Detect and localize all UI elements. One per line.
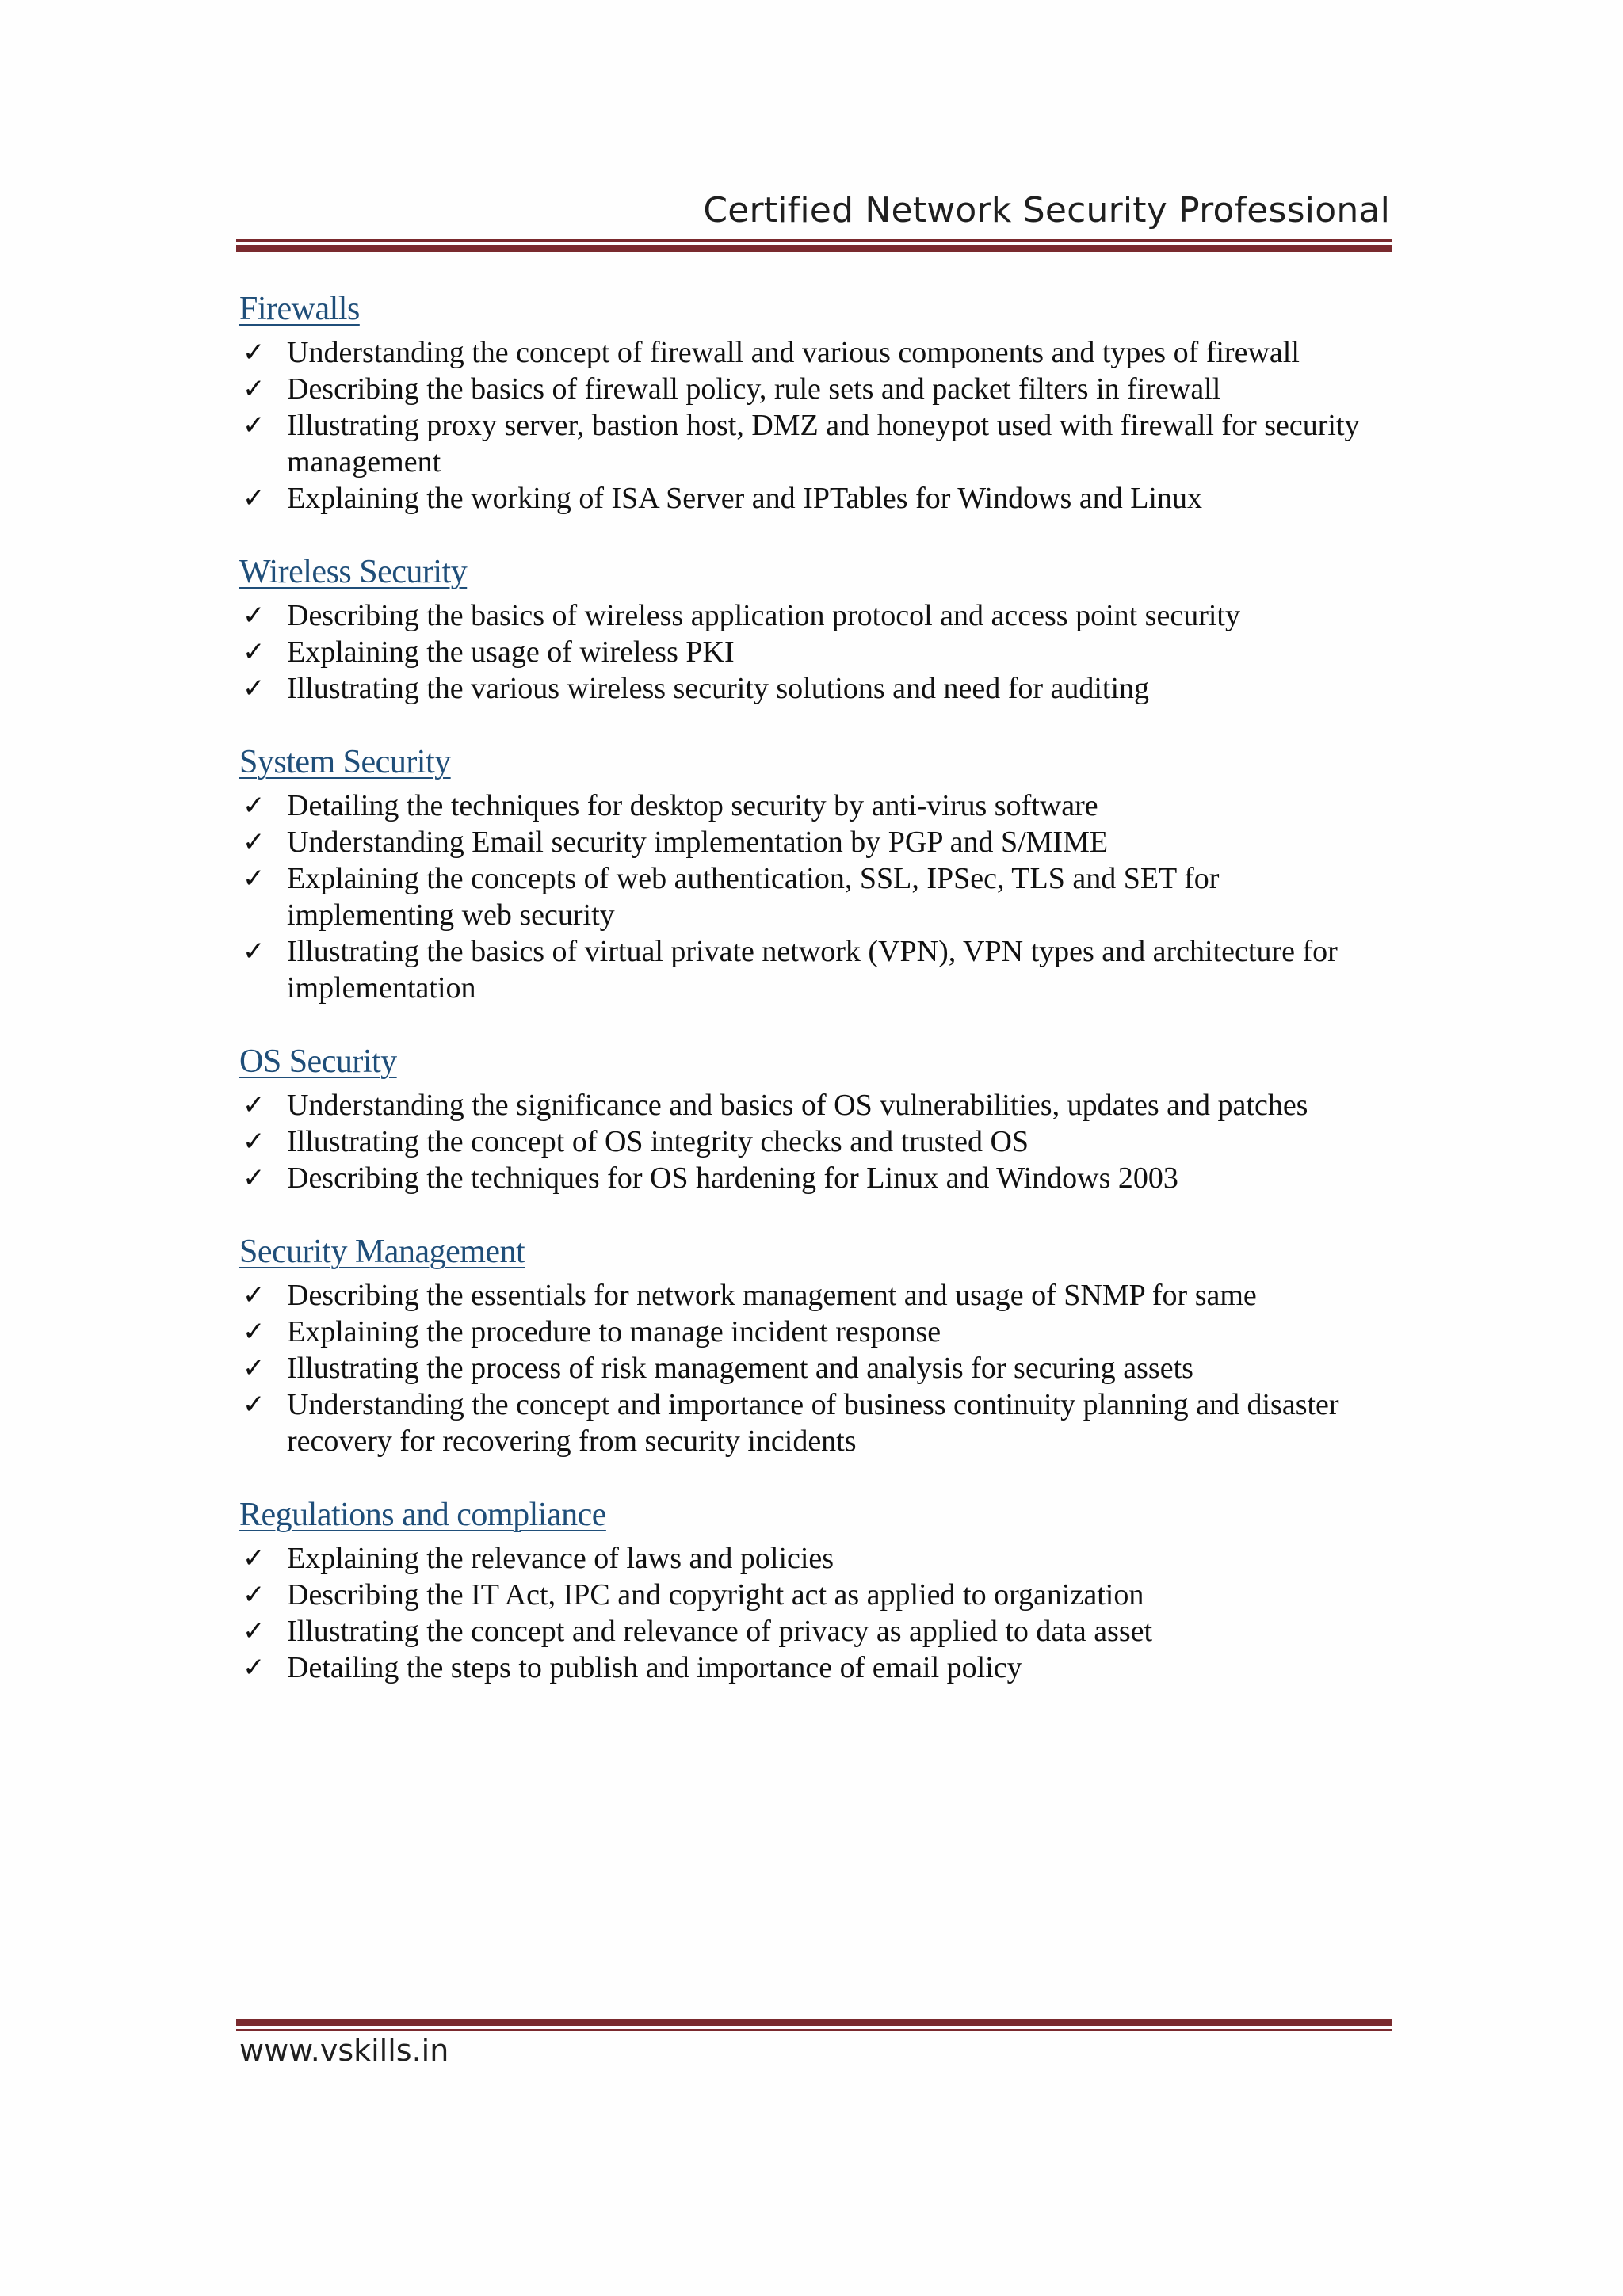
section-heading: OS Security [239,1043,397,1080]
section-heading: System Security [239,744,451,780]
header-divider [236,239,1392,252]
list-item-text: Describing the basics of firewall policy, rule sets and packet filters in firewall [287,372,1221,406]
check-icon: ✓ [242,600,265,631]
list-item-text: Illustrating the concept and relevance of privacy as applied to data asset [287,1615,1153,1648]
check-icon: ✓ [242,826,265,858]
footer-url: www.vskills.in [239,2033,449,2068]
list-item-text: Understanding Email security implementation by PGP and S/MIME [287,826,1109,859]
list-item [239,1277,1381,1314]
list-item-text: Illustrating the basics of virtual private network (VPN), VPN types and architecture for implementation [287,935,1338,1005]
check-icon: ✓ [242,1316,265,1348]
section-heading: Firewalls [239,291,360,327]
list-item-text: Describing the techniques for OS hardening for Linux and Windows 2003 [287,1161,1178,1195]
list-item-text: Explaining the concepts of web authentication, SSL, IPSec, TLS and SET for implementing web security [287,862,1220,932]
list-item-text: Illustrating the concept of OS integrity checks and trusted OS [287,1125,1029,1158]
list-item [239,334,1381,371]
section-regulations-and-compliance [239,1491,1381,1686]
list-item-text: Explaining the working of ISA Server and IPTables for Windows and Linux [287,482,1202,515]
list-item [239,1123,1381,1160]
check-icon: ✓ [242,1543,265,1574]
course-outline [239,285,1381,1718]
check-icon: ✓ [242,1162,265,1194]
section-security-management [239,1228,1381,1459]
bullet-list [239,334,1381,517]
list-item-text: Understanding the concept of firewall and various components and types of firewall [287,336,1300,369]
list-item [239,634,1381,670]
list-item [239,1314,1381,1350]
header-title: Certified Network Security Professional [703,190,1390,231]
check-icon: ✓ [242,482,265,514]
bullet-list [239,1087,1381,1196]
list-item-text: Detailing the steps to publish and importance of email policy [287,1651,1022,1684]
list-item [239,1613,1381,1650]
section-os-security [239,1038,1381,1196]
list-item-text: Understanding the concept and importance of business continuity planning and disaster recovery for recovering from security incidents [287,1388,1339,1458]
list-item [239,480,1381,517]
list-item-text: Explaining the relevance of laws and policies [287,1542,834,1575]
check-icon: ✓ [242,1089,265,1121]
bullet-list [239,1540,1381,1686]
list-item [239,788,1381,824]
check-icon: ✓ [242,1615,265,1647]
check-icon: ✓ [242,373,265,405]
list-item [239,670,1381,707]
section-heading: Wireless Security [239,554,468,590]
section-system-security [239,738,1381,1006]
list-item [239,824,1381,860]
list-item [239,597,1381,634]
check-icon: ✓ [242,673,265,704]
section-heading: Regulations and compliance [239,1497,606,1533]
check-icon: ✓ [242,790,265,822]
list-item [239,407,1381,480]
check-icon: ✓ [242,1352,265,1384]
list-item-text: Explaining the usage of wireless PKI [287,635,735,669]
list-item [239,1577,1381,1613]
check-icon: ✓ [242,1652,265,1684]
bullet-list [239,1277,1381,1459]
footer-divider [236,2019,1392,2031]
check-icon: ✓ [242,636,265,668]
list-item-text: Describing the essentials for network management and usage of SNMP for same [287,1279,1257,1312]
section-wireless-security [239,548,1381,707]
section-heading: Security Management [239,1234,525,1270]
list-item [239,933,1381,1006]
list-item-text: Illustrating the process of risk management and analysis for securing assets [287,1352,1193,1385]
list-item [239,860,1381,933]
list-item-text: Describing the IT Act, IPC and copyright act as applied to organization [287,1578,1144,1611]
list-item-text: Detailing the techniques for desktop security by anti-virus software [287,789,1098,822]
check-icon: ✓ [242,936,265,967]
check-icon: ✓ [242,1280,265,1311]
check-icon: ✓ [242,337,265,368]
list-item-text: Illustrating proxy server, bastion host, DMZ and honeypot used with firewall for security management [287,409,1360,479]
bullet-list [239,788,1381,1006]
list-item [239,1087,1381,1123]
check-icon: ✓ [242,1389,265,1421]
list-item-text: Explaining the procedure to manage incident response [287,1315,941,1348]
check-icon: ✓ [242,1579,265,1611]
list-item-text: Understanding the significance and basics of OS vulnerabilities, updates and patches [287,1089,1308,1122]
list-item [239,1160,1381,1196]
list-item [239,1540,1381,1577]
list-item-text: Describing the basics of wireless application protocol and access point security [287,599,1240,632]
list-item [239,371,1381,407]
check-icon: ✓ [242,863,265,894]
section-firewalls [239,285,1381,517]
list-item [239,1386,1381,1459]
list-item [239,1350,1381,1386]
check-icon: ✓ [242,1126,265,1158]
list-item-text: Illustrating the various wireless security solutions and need for auditing [287,672,1150,705]
bullet-list [239,597,1381,707]
check-icon: ✓ [242,410,265,441]
list-item [239,1650,1381,1686]
